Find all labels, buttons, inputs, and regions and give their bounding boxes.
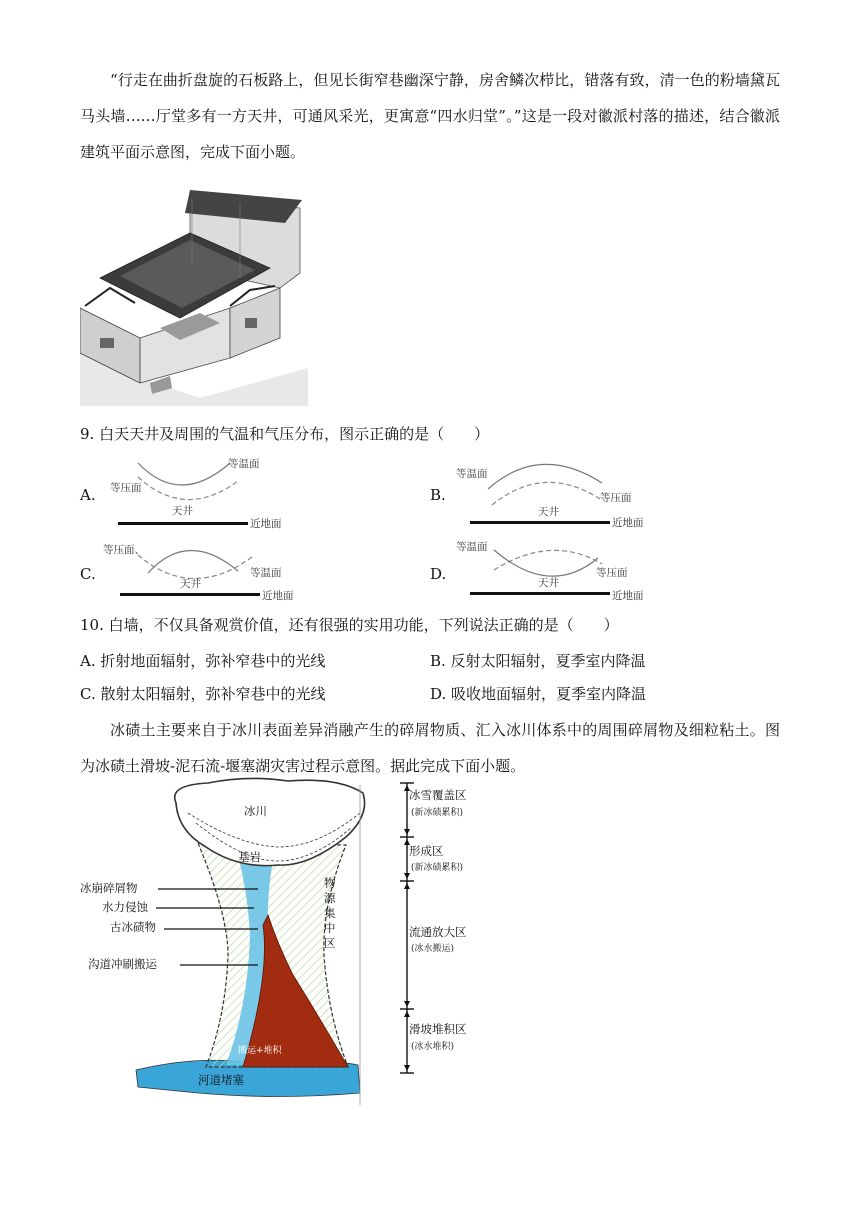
channel-scour-label: 沟道冲刷搬运 <box>88 957 157 971</box>
q10-option-c[interactable]: C. 散射太阳辐射，弥补窄巷中的光线 <box>80 685 326 703</box>
isotherm-label: 等温面 <box>456 468 488 480</box>
source-zone-char-5: 区 <box>324 936 336 950</box>
q9-option-b-letter[interactable]: B. <box>430 486 446 504</box>
q10-option-a[interactable]: A. 折射地面辐射，弥补窄巷中的光线 <box>80 652 326 670</box>
ground-label: 近地面 <box>250 518 282 530</box>
isobar-label: 等压面 <box>600 492 632 504</box>
zone-1-name: 冰雪覆盖区 <box>409 788 467 802</box>
question-10-stem: 10. 白墙，不仅具备观赏价值，还有很强的实用功能，下列说法正确的是（ ） <box>80 616 619 634</box>
isotherm-label: 等温面 <box>456 541 488 553</box>
q9-option-c-letter[interactable]: C. <box>80 565 96 583</box>
moraine-disaster-diagram <box>78 775 498 1110</box>
transport-deposit-label: 搬运+堆积 <box>238 1046 282 1056</box>
ice-debris-label: 冰崩碎屑物 <box>80 881 138 895</box>
water-erosion-label: 水力侵蚀 <box>102 900 148 914</box>
isobar-label: 等压面、 <box>103 544 145 556</box>
passage-moraine: 冰碛土主要来自于冰川表面差异消融产生的碎屑物质、汇入冰川体系中的周围碎屑物及细粒粘土。图为冰碛土滑坡-泥石流-堰塞湖灾害过程示意图。据此完成下面小题。 <box>80 721 780 775</box>
zone-4-name: 滑坡堆积区 <box>409 1022 467 1036</box>
q10-option-d[interactable]: D. 吸收地面辐射，夏季室内降温 <box>430 685 647 703</box>
isotherm-label: 等温面 <box>250 567 282 579</box>
q9-option-a-letter[interactable]: A. <box>80 486 96 504</box>
isobar-label: 等压面 <box>596 567 628 579</box>
isotherm-curve <box>138 463 230 485</box>
zone-1-sub: (新冰碛累积) <box>411 808 464 818</box>
courtyard-label: 天井 <box>172 505 193 517</box>
q9-option-a-diagram[interactable] <box>110 455 310 530</box>
courtyard-label: 天井 <box>538 506 559 518</box>
isobar-curve <box>138 555 252 579</box>
source-zone-char-1: 物 <box>324 876 336 890</box>
source-zone-label <box>324 876 339 950</box>
q10-option-b[interactable]: B. 反射太阳辐射，夏季室内降温 <box>430 652 646 670</box>
glacier-label: 冰川 <box>244 804 267 818</box>
isobar-label: 等压面 <box>110 482 142 494</box>
isobar-curve <box>492 482 600 505</box>
isotherm-label: 等温面 <box>228 458 260 470</box>
zone-2-name: 形成区 <box>409 844 444 858</box>
isotherm-curve <box>148 550 238 573</box>
isobar-curve <box>138 477 238 500</box>
q9-option-b-diagram[interactable] <box>452 455 672 530</box>
zone-3-name: 流通放大区 <box>409 925 467 939</box>
source-zone-char-3: 集 <box>324 906 336 920</box>
river-blocked-label: 河道堵塞 <box>198 1073 244 1087</box>
ground-label: 近地面 <box>262 590 294 602</box>
zone-4-sub: (冰水堆积) <box>411 1042 455 1052</box>
q9-option-d-letter[interactable]: D. <box>430 565 447 583</box>
source-zone-char-2: 源 <box>324 891 336 905</box>
source-zone-char-4: 中 <box>324 921 336 935</box>
isotherm-curve <box>488 464 602 489</box>
passage-intro: “行走在曲折盘旋的石板路上，但见长街窄巷幽深宁静，房舍鳞次栉比，错落有致，清一色的粉墙黛瓦马头墙……厅堂多有一方天井，可通风采光，更寓意“四水归堂”。”这是一段对徽派村落的描述，结合徽派建筑平面示意图，完成下面小题。 <box>80 71 780 161</box>
huizhou-building-illustration <box>80 178 308 406</box>
isotherm-curve <box>494 550 598 576</box>
q9-option-c-diagram[interactable] <box>100 541 310 603</box>
zone-3-sub: (冰水搬运) <box>411 944 455 954</box>
q9-option-d-diagram[interactable] <box>452 538 672 603</box>
ground-label: 近地面 <box>612 517 644 529</box>
question-9-stem: 9. 白天天井及周围的气温和气压分布，图示正确的是（ ） <box>80 425 490 443</box>
bedrock-label: 基岩 <box>238 850 261 864</box>
ground-label: 近地面 <box>612 590 644 602</box>
old-moraine-label: 古冰碛物 <box>110 920 156 934</box>
courtyard-label: 天井 <box>180 578 201 590</box>
zone-2-sub: (新冰碛累积) <box>411 863 464 873</box>
courtyard-label: 天井 <box>538 577 559 589</box>
